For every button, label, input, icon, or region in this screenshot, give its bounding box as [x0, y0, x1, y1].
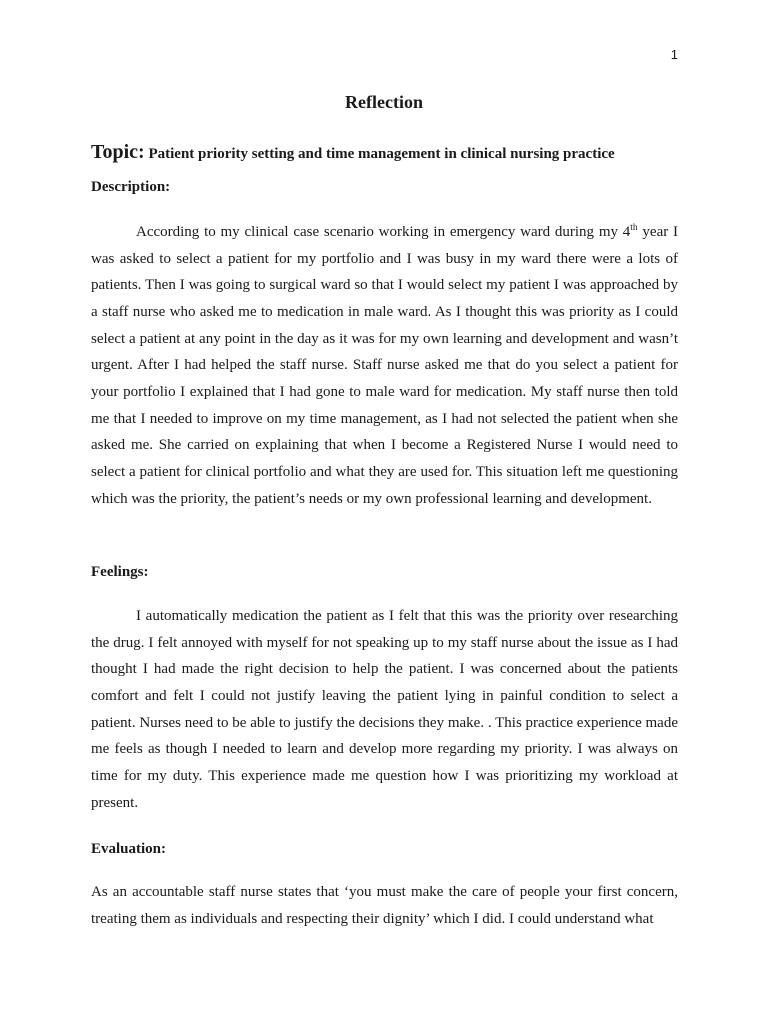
description-paragraph: [91, 219, 678, 512]
evaluation-heading: Evaluation:: [91, 841, 167, 857]
description-text-start: According to my clinical case scenario working in emergency ward during my 4: [136, 224, 631, 240]
topic-label: Topic:: [91, 141, 145, 163]
topic-text: Patient priority setting and time management in clinical nursing practice: [144, 146, 615, 162]
topic-line: [91, 141, 691, 164]
feelings-heading: Feelings:: [91, 564, 149, 580]
feelings-paragraph: I automatically medication the patient as I felt that this was the priority over researching the drug. I felt annoyed with myself for not speaking up to my staff nurse about the issue as I had thought I had made the right decision to help the patient. I was concerned about the patients comfort and felt I could not justify leaving the patient lying in painful condition to select a patient. Nurses need to be able to justify the decisions they make. . This practice experience made me feels as though I needed to learn and develop more regarding my priority. I was always on time for my duty. This experience made me question how I was prioritizing my workload at present.: [91, 608, 678, 811]
description-text-rest: year I was asked to select a patient for my portfolio and I was busy in my ward there were a lots of patients. Then I was going to surgical ward so that I would select my patient I was approached by a staff nurse who asked me to medication in male ward. As I thought this was priority as I could select a patient at any point in the day as it was for my own learning and development and wasn’t urgent. After I had helped the staff nurse. Staff nurse asked me that do you select a patient for your portfolio I explained that I had gone to male ward for medication. My staff nurse then told me that I needed to improve on my time management, as I had not selected the patient when she asked me. She carried on explaining that when I become a Registered Nurse I would need to select a patient for clinical portfolio and what they are used for. This situation left me questioning which was the priority, the patient’s needs or my own professional learning and development.: [91, 224, 678, 507]
document-title: Reflection: [345, 92, 423, 112]
description-heading: Description:: [91, 179, 171, 195]
page-number: 1: [670, 47, 678, 62]
ordinal-superscript: th: [630, 223, 638, 233]
evaluation-paragraph: As an accountable staff nurse states that ‘you must make the care of people your first concern, treating them as individuals and respecting their dignity’ which I did. I could understand what: [91, 884, 678, 927]
